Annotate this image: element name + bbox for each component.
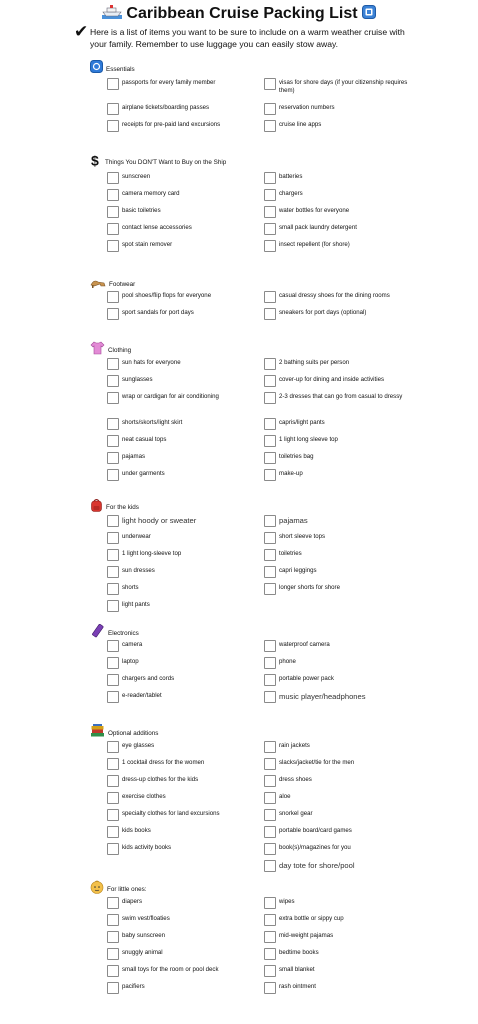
checkbox[interactable] [264, 982, 276, 994]
section-heading-text: Footwear [109, 280, 136, 288]
checklist-item-label: chargers [279, 190, 303, 197]
checkbox[interactable] [107, 120, 119, 132]
checklist-item [107, 898, 267, 909]
checklist-item-label: make-up [279, 470, 303, 477]
checklist-item [107, 436, 267, 447]
checkbox[interactable] [107, 308, 119, 320]
checkbox[interactable] [264, 189, 276, 201]
section-heading [90, 626, 139, 640]
checkbox[interactable] [107, 914, 119, 926]
checkbox[interactable] [264, 452, 276, 464]
checklist-item [107, 567, 267, 578]
checklist-item [107, 601, 267, 612]
checklist-item [107, 224, 267, 235]
checkbox[interactable] [107, 965, 119, 977]
checkmark-icon: ✔ [74, 22, 89, 41]
checklist-item-label: 1 light long-sleeve top [122, 550, 182, 557]
checklist-item-label: sunscreen [122, 173, 151, 180]
svg-text:$: $ [91, 152, 99, 167]
checkbox[interactable] [264, 435, 276, 447]
checkbox[interactable] [264, 860, 276, 872]
checklist-item [107, 533, 267, 544]
checkbox[interactable] [264, 223, 276, 235]
checkbox[interactable] [107, 566, 119, 578]
checklist-item-label: camera [122, 641, 143, 648]
checklist-item [107, 173, 267, 184]
checkbox[interactable] [264, 792, 276, 804]
checklist-item-label: small blanket [279, 966, 315, 973]
checkbox[interactable] [107, 515, 119, 527]
checklist-item-label: music player/headphones [279, 692, 366, 701]
checklist-item-label: exercise clothes [122, 793, 166, 800]
checkbox[interactable] [107, 640, 119, 652]
checkbox[interactable] [107, 826, 119, 838]
checklist-item [264, 436, 424, 447]
checkbox[interactable] [264, 809, 276, 821]
checklist-item [107, 759, 267, 770]
checklist-item [264, 393, 424, 404]
checklist-item-label: pacifiers [122, 983, 145, 990]
checklist-item-label: 1 light long sleeve top [279, 436, 338, 443]
checklist-item [264, 309, 424, 320]
checklist-item-label: day tote for shore/pool [279, 861, 355, 870]
checklist-item-label: small pack laundry detergent [279, 224, 357, 231]
checklist-item-label: bedtime books [279, 949, 319, 956]
checklist-item-label: wipes [279, 898, 295, 905]
checklist-item [264, 224, 424, 235]
checklist-item-label: rain jackets [279, 742, 310, 749]
checklist-item [264, 932, 424, 943]
checklist-item-label: specialty clothes for land excursions [122, 810, 220, 817]
checklist-item [107, 915, 267, 926]
checklist-item [107, 776, 267, 787]
checklist-item-label: short sleeve tops [279, 533, 326, 540]
cruise-ship-icon [102, 5, 122, 24]
checklist-item-label: book(s)/magazines for you [279, 844, 351, 851]
checklist-item-label: sun dresses [122, 567, 155, 574]
checklist-item [264, 584, 424, 595]
checklist-item [107, 658, 267, 669]
checklist-item [107, 104, 267, 115]
checklist-item [264, 898, 424, 909]
checklist-item [264, 915, 424, 926]
checklist-item-label: cruise line apps [279, 121, 322, 128]
checklist-item-label: batteries [279, 173, 303, 180]
checklist-item [107, 453, 267, 464]
checklist-item-label: small toys for the room or pool deck [122, 966, 219, 973]
page-title [0, 4, 478, 24]
section-heading [90, 500, 139, 514]
section-heading-text: For little ones: [107, 885, 147, 893]
checklist-item-label: laptop [122, 658, 139, 665]
cell-phone-icon [90, 624, 105, 643]
checkbox[interactable] [264, 691, 276, 703]
checklist-item [264, 470, 424, 481]
checklist-item [107, 641, 267, 652]
checkbox[interactable] [264, 914, 276, 926]
section-heading-text: For the kids [106, 503, 139, 511]
checklist-item-label: visas for shore days (if your citizenship requires them) [279, 79, 408, 94]
checkbox[interactable] [264, 308, 276, 320]
checklist-item-label: spot stain remover [122, 241, 173, 248]
checklist-item-label: contact lense accessories [122, 224, 192, 231]
checklist-item [264, 810, 424, 821]
checklist-item-label: eye glasses [122, 742, 155, 749]
checkbox[interactable] [107, 657, 119, 669]
checklist-item-label: baby sunscreen [122, 932, 166, 939]
books-stack-icon [90, 724, 105, 742]
checklist-item [107, 584, 267, 595]
checkbox[interactable] [107, 358, 119, 370]
checklist-item-label: swim vest/floaties [122, 915, 170, 922]
dollar-sign-icon [90, 153, 102, 172]
checkbox[interactable] [264, 375, 276, 387]
checklist-item-label: pajamas [279, 516, 308, 525]
checkbox[interactable] [107, 532, 119, 544]
checklist-item-label: reservation numbers [279, 104, 335, 111]
checkbox[interactable] [264, 566, 276, 578]
checkbox[interactable] [107, 78, 119, 90]
checklist-item-label: light pants [122, 601, 150, 608]
checklist-item [264, 376, 424, 387]
checklist-item-label: kids activity books [122, 844, 172, 851]
checklist-item [107, 393, 267, 404]
checklist-item [107, 207, 267, 218]
checklist-item [107, 810, 267, 821]
checklist-item-label: pajamas [122, 453, 146, 460]
checkbox[interactable] [107, 189, 119, 201]
checkbox[interactable] [264, 931, 276, 943]
checklist-item [107, 121, 267, 132]
section-heading-text: Optional additions [108, 729, 159, 737]
checklist-item-label: neat casual tops [122, 436, 167, 443]
checklist-item [264, 79, 424, 95]
section-heading-text: Electronics [108, 629, 139, 637]
checklist-item-label: portable board/card games [279, 827, 352, 834]
checklist-item [264, 742, 424, 753]
checklist-item-label: aloe [279, 793, 291, 800]
pink-shirt-icon [90, 341, 105, 360]
baby-face-icon [90, 880, 104, 899]
checkbox[interactable] [264, 469, 276, 481]
checklist-item [264, 692, 424, 703]
checklist-item-label: receipts for pre-paid land excursions [122, 121, 221, 128]
checklist-item-label: casual dressy shoes for the dining rooms [279, 292, 390, 299]
checkbox[interactable] [107, 223, 119, 235]
checkbox[interactable] [264, 120, 276, 132]
section-heading [90, 277, 135, 291]
checkbox[interactable] [107, 375, 119, 387]
checklist-item-label: snorkel gear [279, 810, 313, 817]
checkbox[interactable] [264, 358, 276, 370]
checkbox[interactable] [107, 206, 119, 218]
checklist-item [107, 932, 267, 943]
checkbox[interactable] [107, 452, 119, 464]
checklist-item [107, 742, 267, 753]
blue-app-icon [90, 60, 103, 78]
checkbox[interactable] [264, 418, 276, 430]
checklist-item [264, 949, 424, 960]
checklist-item [107, 190, 267, 201]
checklist-item [264, 550, 424, 561]
checkbox[interactable] [107, 418, 119, 430]
checklist-item [264, 516, 424, 527]
checklist-item-label: sneakers for port days (optional) [279, 309, 367, 316]
checklist-item [107, 309, 267, 320]
checklist-item [264, 641, 424, 652]
checklist-item [264, 207, 424, 218]
checklist-item-label: extra bottle or sippy cup [279, 915, 344, 922]
checklist-item-label: slacks/jacket/tie for the men [279, 759, 355, 766]
checklist-item-label: waterproof camera [279, 641, 330, 648]
checklist-item [107, 949, 267, 960]
checklist-item [107, 827, 267, 838]
checklist-item-label: airplane tickets/boarding passes [122, 104, 210, 111]
checklist-item-label: shorts [122, 584, 139, 591]
checklist-item-label: kids books [122, 827, 151, 834]
checklist-item [107, 376, 267, 387]
checklist-item [107, 692, 267, 703]
checkbox[interactable] [264, 826, 276, 838]
checklist-item-label: shorts/skorts/light skirt [122, 419, 183, 426]
checklist-item-label: toiletries bag [279, 453, 314, 460]
checkbox[interactable] [107, 843, 119, 855]
checklist-item [264, 190, 424, 201]
checklist-item-label: underwear [122, 533, 151, 540]
checkbox[interactable] [264, 775, 276, 787]
intro-paragraph: Here is a list of items you want to be sure to include on a warm weather cruise with your family. Remember to use luggage you can easily stow away. [90, 27, 405, 49]
checklist-item-label: cover-up for dining and inside activities [279, 376, 385, 383]
checkbox[interactable] [107, 583, 119, 595]
checklist-item [264, 453, 424, 464]
checklist-item [264, 983, 424, 994]
section-heading [90, 152, 227, 169]
checklist-item-label: capri leggings [279, 567, 317, 574]
checklist-item-label: phone [279, 658, 296, 665]
checkbox[interactable] [264, 78, 276, 90]
intro-text [74, 22, 410, 50]
checkbox[interactable] [107, 240, 119, 252]
checklist-item-label: mid-weight pajamas [279, 932, 334, 939]
checklist-item [264, 861, 424, 872]
checklist-item-label: dress shoes [279, 776, 312, 783]
checkbox[interactable] [107, 600, 119, 612]
checkbox[interactable] [107, 103, 119, 115]
high-heel-icon [90, 275, 106, 293]
checkbox[interactable] [107, 775, 119, 787]
checklist-item [264, 844, 424, 855]
checklist-item [264, 292, 424, 303]
blue-square-icon [362, 5, 376, 24]
checklist-item-label: insect repellent (for shore) [279, 241, 350, 248]
title-text: Caribbean Cruise Packing List [126, 5, 358, 22]
checklist-item-label: sunglasses [122, 376, 153, 383]
checklist-item [107, 419, 267, 430]
checkbox[interactable] [107, 931, 119, 943]
checkbox[interactable] [264, 172, 276, 184]
checkbox[interactable] [264, 532, 276, 544]
checkbox[interactable] [264, 741, 276, 753]
checkbox[interactable] [107, 392, 119, 404]
checklist-item [264, 567, 424, 578]
checklist-item [107, 516, 267, 527]
checkbox[interactable] [107, 897, 119, 909]
checkbox[interactable] [107, 948, 119, 960]
checkbox[interactable] [264, 240, 276, 252]
checklist-item-label: water bottles for everyone [279, 207, 350, 214]
section-heading-text: Clothing [108, 346, 132, 354]
checklist-item [107, 675, 267, 686]
checklist-item-label: chargers and cords [122, 675, 175, 682]
section-heading [90, 726, 158, 740]
checklist-item-label: snuggly animal [122, 949, 163, 956]
checklist-item [107, 550, 267, 561]
checkbox[interactable] [107, 809, 119, 821]
checklist-item-label: diapers [122, 898, 142, 905]
checklist-item [107, 844, 267, 855]
checkbox[interactable] [107, 792, 119, 804]
checklist-item-label: 2-3 dresses that can go from casual to dressy [279, 393, 403, 400]
checklist-item-label: 1 cocktail dress for the women [122, 759, 205, 766]
checkbox[interactable] [264, 843, 276, 855]
checklist-item [264, 419, 424, 430]
checkbox[interactable] [264, 758, 276, 770]
checklist-item-label: basic toiletries [122, 207, 161, 214]
checklist-item [264, 359, 424, 370]
checkbox[interactable] [107, 469, 119, 481]
checkbox[interactable] [264, 392, 276, 404]
checkbox[interactable] [107, 435, 119, 447]
checkbox[interactable] [107, 758, 119, 770]
checkbox[interactable] [107, 691, 119, 703]
section-heading [90, 882, 147, 896]
checklist-item-label: camera memory card [122, 190, 180, 197]
section-heading-text: Things You DON'T Want to Buy on the Ship [105, 158, 227, 166]
checkbox[interactable] [107, 674, 119, 686]
checklist-item [107, 470, 267, 481]
checklist-item [264, 658, 424, 669]
checklist-item-label: passports for every family member [122, 79, 216, 86]
checkbox[interactable] [264, 897, 276, 909]
checklist-item [264, 827, 424, 838]
checklist-item [107, 983, 267, 994]
checklist-item [107, 79, 267, 90]
checklist-item [264, 121, 424, 132]
checklist-item [264, 104, 424, 115]
checkbox[interactable] [264, 206, 276, 218]
checkbox[interactable] [264, 948, 276, 960]
checklist-item-label: e-reader/tablet [122, 692, 162, 699]
checkbox[interactable] [107, 741, 119, 753]
checkbox[interactable] [264, 965, 276, 977]
checklist-item-label: capris/light pants [279, 419, 325, 426]
checklist-item-label: rash ointment [279, 983, 316, 990]
checklist-item [264, 173, 424, 184]
section-heading-text: Essentials [106, 65, 135, 73]
checklist-item [107, 793, 267, 804]
red-backpack-icon [90, 498, 103, 517]
checkbox[interactable] [264, 640, 276, 652]
checklist-item [107, 241, 267, 252]
checklist-item [264, 675, 424, 686]
checklist-item-label: light hoody or sweater [122, 516, 197, 525]
checklist-item [264, 793, 424, 804]
checkbox[interactable] [107, 172, 119, 184]
checklist-item [264, 759, 424, 770]
checkbox[interactable] [264, 657, 276, 669]
checklist-item-label: under garments [122, 470, 165, 477]
checkbox[interactable] [107, 982, 119, 994]
checklist-item-label: wrap or cardigan for air conditioning [122, 393, 219, 400]
checkbox[interactable] [264, 291, 276, 303]
checkbox[interactable] [264, 515, 276, 527]
checkbox[interactable] [107, 549, 119, 561]
checkbox[interactable] [107, 291, 119, 303]
checklist-item-label: sport sandals for port days [122, 309, 194, 316]
checklist-item-label: longer shorts for shore [279, 584, 340, 591]
checklist-item [107, 966, 267, 977]
checklist-item-label: dress-up clothes for the kids [122, 776, 199, 783]
checkbox[interactable] [264, 103, 276, 115]
checklist-item [107, 292, 267, 303]
section-heading [90, 343, 131, 357]
checklist-item [264, 533, 424, 544]
checklist-item [264, 966, 424, 977]
checklist-item-label: pool shoes/flip flops for everyone [122, 292, 212, 299]
checklist-item-label: toiletries [279, 550, 302, 557]
checklist-item [264, 241, 424, 252]
section-heading [90, 62, 135, 76]
checkbox[interactable] [264, 674, 276, 686]
checkbox[interactable] [264, 583, 276, 595]
checklist-item [107, 359, 267, 370]
checklist-item-label: 2 bathing suits per person [279, 359, 350, 366]
checklist-item [264, 776, 424, 787]
checkbox[interactable] [264, 549, 276, 561]
checklist-item-label: sun hats for everyone [122, 359, 181, 366]
checklist-item-label: portable power pack [279, 675, 334, 682]
